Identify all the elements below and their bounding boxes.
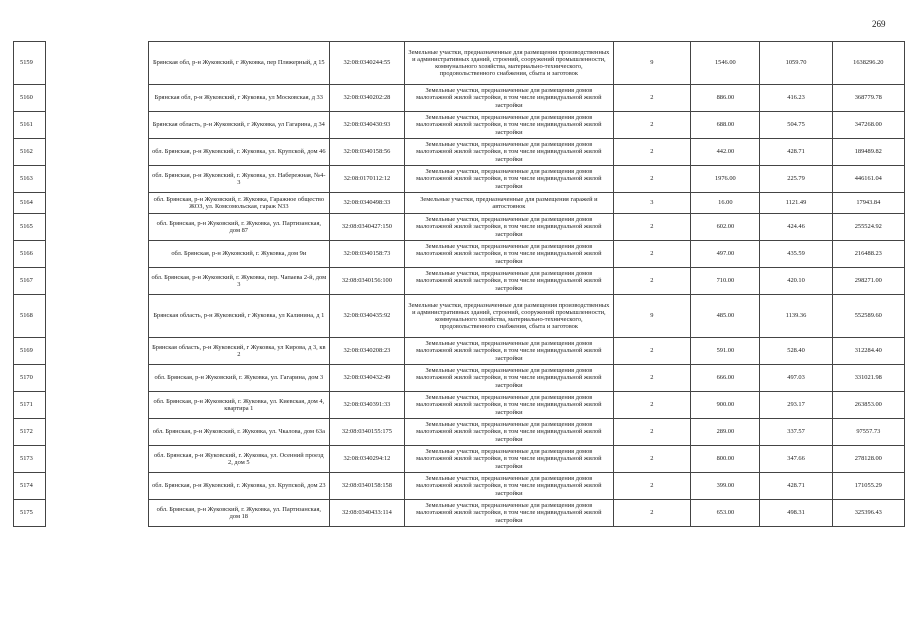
row-number: 5163 [14,166,46,193]
address-cell: обл. Брянская, р-н Жуковский, г. Жуковка, ул. Осенний проезд 2, дом 5 [149,446,330,473]
land-use-cell: Земельные участки, предназначенные для размещения гаражей и автостоянок [405,193,613,214]
cadastral-number-cell: 32:08:0340427:150 [329,214,405,241]
land-use-cell: Земельные участки, предназначенные для размещения производственных и административных зданий, строений, сооружений промышленности, коммунального хозяйства, материально-технического, продовольственного снабжения, сбыта и заготовок [405,295,613,338]
cadastral-number-cell: 32:08:0340158:73 [329,241,405,268]
table-row [14,42,905,85]
address-cell: обл. Брянская, р-н Жуковский, г. Жуковка, ул. Набережная, №4-3 [149,166,330,193]
address-cell: обл. Брянская, р-н Жуковский, г. Жуковка, ул. Партизанская, дом 87 [149,214,330,241]
row-number: 5169 [14,338,46,365]
land-use-cell: Земельные участки, предназначенные для размещения домов малоэтажной жилой застройки, в том числе индивидуальной жилой застройки [405,139,613,166]
area-cell: 688.00 [691,112,760,139]
row-number: 5165 [14,214,46,241]
cadastral-number-cell: 32:08:0340430:93 [329,112,405,139]
area-cell: 1546.00 [691,42,760,85]
blank-column [45,112,148,139]
land-use-cell: Земельные участки, предназначенные для размещения домов малоэтажной жилой застройки, в том числе индивидуальной жилой застройки [405,241,613,268]
address-cell: Брянская обл, р-н Жуковский, г Жуковка, ул Московская, д 33 [149,85,330,112]
land-use-cell: Земельные участки, предназначенные для размещения домов малоэтажной жилой застройки, в том числе индивидуальной жилой застройки [405,268,613,295]
cadastral-number-cell: 32:08:0340391:33 [329,392,405,419]
cadastral-value-cell: 17943.84 [832,193,904,214]
cadastral-number-cell: 32:08:0340498:33 [329,193,405,214]
table-row [14,268,905,295]
table-row [14,446,905,473]
use-group-cell: 2 [613,241,691,268]
area-cell: 666.00 [691,365,760,392]
specific-value-cell: 337.57 [760,419,832,446]
address-cell: обл. Брянская, р-н Жуковский, г. Жуковка, ул. Чкалова, дом 63а [149,419,330,446]
land-use-cell: Земельные участки, предназначенные для размещения домов малоэтажной жилой застройки, в том числе индивидуальной жилой застройки [405,214,613,241]
table-row [14,338,905,365]
blank-column [45,338,148,365]
area-cell: 16.00 [691,193,760,214]
use-group-cell: 2 [613,139,691,166]
address-cell: обл. Брянская, р-н Жуковский, г. Жуковка, дом 9и [149,241,330,268]
use-group-cell: 2 [613,214,691,241]
land-use-cell: Земельные участки, предназначенные для размещения домов малоэтажной жилой застройки, в том числе индивидуальной жилой застройки [405,392,613,419]
address-cell: Брянская обл, р-н Жуковский, г Жуковка, пер Пляжерный, д 15 [149,42,330,85]
specific-value-cell: 497.03 [760,365,832,392]
row-number: 5162 [14,139,46,166]
cadastral-number-cell: 32:08:0340432:49 [329,365,405,392]
table-row [14,392,905,419]
specific-value-cell: 347.66 [760,446,832,473]
land-use-cell: Земельные участки, предназначенные для размещения домов малоэтажной жилой застройки, в том числе индивидуальной жилой застройки [405,500,613,527]
table-row [14,112,905,139]
area-cell: 886.00 [691,85,760,112]
land-use-cell: Земельные участки, предназначенные для размещения домов малоэтажной жилой застройки, в том числе индивидуальной жилой застройки [405,365,613,392]
land-use-cell: Земельные участки, предназначенные для размещения домов малоэтажной жилой застройки, в том числе индивидуальной жилой застройки [405,85,613,112]
use-group-cell: 2 [613,166,691,193]
area-cell: 900.00 [691,392,760,419]
use-group-cell: 9 [613,42,691,85]
specific-value-cell: 498.31 [760,500,832,527]
table-row [14,500,905,527]
cadastral-number-cell: 32:08:0340294:12 [329,446,405,473]
blank-column [45,473,148,500]
cadastral-value-cell: 312284.40 [832,338,904,365]
cadastral-value-cell: 216488.23 [832,241,904,268]
use-group-cell: 2 [613,419,691,446]
cadastral-value-cell: 263853.00 [832,392,904,419]
use-group-cell: 2 [613,365,691,392]
table-row [14,214,905,241]
specific-value-cell: 225.79 [760,166,832,193]
specific-value-cell: 420.10 [760,268,832,295]
specific-value-cell: 416.23 [760,85,832,112]
use-group-cell: 2 [613,446,691,473]
blank-column [45,365,148,392]
cadastral-value-cell: 331021.98 [832,365,904,392]
area-cell: 1976.00 [691,166,760,193]
specific-value-cell: 528.40 [760,338,832,365]
cadastral-value-cell: 298271.00 [832,268,904,295]
specific-value-cell: 428.71 [760,473,832,500]
cadastral-number-cell: 32:08:0340244:55 [329,42,405,85]
area-cell: 442.00 [691,139,760,166]
row-number: 5164 [14,193,46,214]
specific-value-cell: 1139.36 [760,295,832,338]
blank-column [45,193,148,214]
address-cell: Брянская область, р-н Жуковский, г Жуковка, ул Калинина, д 1 [149,295,330,338]
land-use-cell: Земельные участки, предназначенные для размещения домов малоэтажной жилой застройки, в том числе индивидуальной жилой застройки [405,473,613,500]
table-row [14,241,905,268]
cadastral-number-cell: 32:08:0340158:56 [329,139,405,166]
address-cell: обл. Брянская, р-н Жуковский, г. Жуковка, ул. Партизанская, дом 18 [149,500,330,527]
address-cell: обл. Брянская, р-н Жуковский, г. Жуковка, пер. Чапаева 2-й, дом 3 [149,268,330,295]
area-cell: 653.00 [691,500,760,527]
area-cell: 289.00 [691,419,760,446]
row-number: 5171 [14,392,46,419]
specific-value-cell: 428.71 [760,139,832,166]
cadastral-value-cell: 189489.82 [832,139,904,166]
cadastral-value-cell: 1638296.20 [832,42,904,85]
land-use-cell: Земельные участки, предназначенные для размещения домов малоэтажной жилой застройки, в том числе индивидуальной жилой застройки [405,112,613,139]
address-cell: обл. Брянская, р-н Жуковский, г. Жуковка, Гаражное общество ЖОЗ, ул. Комсомольская, гараж N33 [149,193,330,214]
land-use-cell: Земельные участки, предназначенные для размещения домов малоэтажной жилой застройки, в том числе индивидуальной жилой застройки [405,338,613,365]
use-group-cell: 2 [613,500,691,527]
row-number: 5168 [14,295,46,338]
blank-column [45,166,148,193]
cadastral-value-cell: 368779.78 [832,85,904,112]
area-cell: 591.00 [691,338,760,365]
use-group-cell: 2 [613,392,691,419]
area-cell: 800.00 [691,446,760,473]
blank-column [45,139,148,166]
cadastral-value-cell: 552589.60 [832,295,904,338]
blank-column [45,500,148,527]
use-group-cell: 2 [613,473,691,500]
specific-value-cell: 435.59 [760,241,832,268]
use-group-cell: 2 [613,112,691,139]
blank-column [45,392,148,419]
cadastral-value-cell: 255524.92 [832,214,904,241]
blank-column [45,295,148,338]
area-cell: 602.00 [691,214,760,241]
table-row [14,166,905,193]
use-group-cell: 2 [613,338,691,365]
cadastral-value-cell: 325396.43 [832,500,904,527]
area-cell: 399.00 [691,473,760,500]
cadastral-number-cell: 32:08:0340208:23 [329,338,405,365]
cadastral-number-cell: 32:08:0340155:175 [329,419,405,446]
address-cell: Брянская область, р-н Жуковский, г Жуковка, ул Кирова, д 3, кв 2 [149,338,330,365]
specific-value-cell: 1121.49 [760,193,832,214]
blank-column [45,241,148,268]
use-group-cell: 2 [613,268,691,295]
use-group-cell: 9 [613,295,691,338]
area-cell: 485.00 [691,295,760,338]
cadastral-number-cell: 32:08:0340156:100 [329,268,405,295]
row-number: 5174 [14,473,46,500]
area-cell: 710.00 [691,268,760,295]
blank-column [45,446,148,473]
row-number: 5161 [14,112,46,139]
cadastral-value-cell: 347268.00 [832,112,904,139]
cadastral-value-cell: 171055.29 [832,473,904,500]
row-number: 5172 [14,419,46,446]
blank-column [45,42,148,85]
address-cell: обл. Брянская, р-н Жуковский, г. Жуковка, ул. Киевская, дом 4, квартира 1 [149,392,330,419]
row-number: 5167 [14,268,46,295]
land-use-cell: Земельные участки, предназначенные для размещения домов малоэтажной жилой застройки, в том числе индивидуальной жилой застройки [405,166,613,193]
row-number: 5175 [14,500,46,527]
cadastral-number-cell: 32:08:0340158:158 [329,473,405,500]
blank-column [45,214,148,241]
row-number: 5159 [14,42,46,85]
row-number: 5160 [14,85,46,112]
table-row [14,295,905,338]
cadastral-value-cell: 446161.04 [832,166,904,193]
address-cell: Брянская область, р-н Жуковский, г Жуковка, ул Гагарина, д 34 [149,112,330,139]
cadastral-value-table [13,41,905,527]
use-group-cell: 2 [613,85,691,112]
address-cell: обл. Брянская, р-н Жуковский, г. Жуковка, ул. Крупской, дом 46 [149,139,330,166]
cadastral-value-cell: 97557.73 [832,419,904,446]
specific-value-cell: 424.46 [760,214,832,241]
page-number: 269 [872,19,886,29]
cadastral-number-cell: 32:08:0340433:114 [329,500,405,527]
specific-value-cell: 293.17 [760,392,832,419]
row-number: 5173 [14,446,46,473]
land-use-cell: Земельные участки, предназначенные для размещения производственных и административных зданий, строений, сооружений промышленности, коммунального хозяйства, материально-технического, продовольственного снабжения, сбыта и заготовок [405,42,613,85]
table-row [14,139,905,166]
row-number: 5166 [14,241,46,268]
table-row [14,365,905,392]
blank-column [45,419,148,446]
table-row [14,193,905,214]
cadastral-number-cell: 32:08:0170112:12 [329,166,405,193]
specific-value-cell: 1059.70 [760,42,832,85]
address-cell: обл. Брянская, р-н Жуковский, г. Жуковка, ул. Крупской, дом 23 [149,473,330,500]
land-use-cell: Земельные участки, предназначенные для размещения домов малоэтажной жилой застройки, в том числе индивидуальной жилой застройки [405,446,613,473]
table-row [14,419,905,446]
specific-value-cell: 504.75 [760,112,832,139]
area-cell: 497.00 [691,241,760,268]
blank-column [45,268,148,295]
cadastral-number-cell: 32:08:0340202:28 [329,85,405,112]
table-row [14,85,905,112]
use-group-cell: 3 [613,193,691,214]
blank-column [45,85,148,112]
row-number: 5170 [14,365,46,392]
land-use-cell: Земельные участки, предназначенные для размещения домов малоэтажной жилой застройки, в том числе индивидуальной жилой застройки [405,419,613,446]
cadastral-number-cell: 32:08:0340435:92 [329,295,405,338]
table-row [14,473,905,500]
cadastral-value-cell: 278128.00 [832,446,904,473]
cadastral-value-table-container [13,41,905,527]
address-cell: обл. Брянская, р-н Жуковский, г. Жуковка, ул. Гагарина, дом 3 [149,365,330,392]
